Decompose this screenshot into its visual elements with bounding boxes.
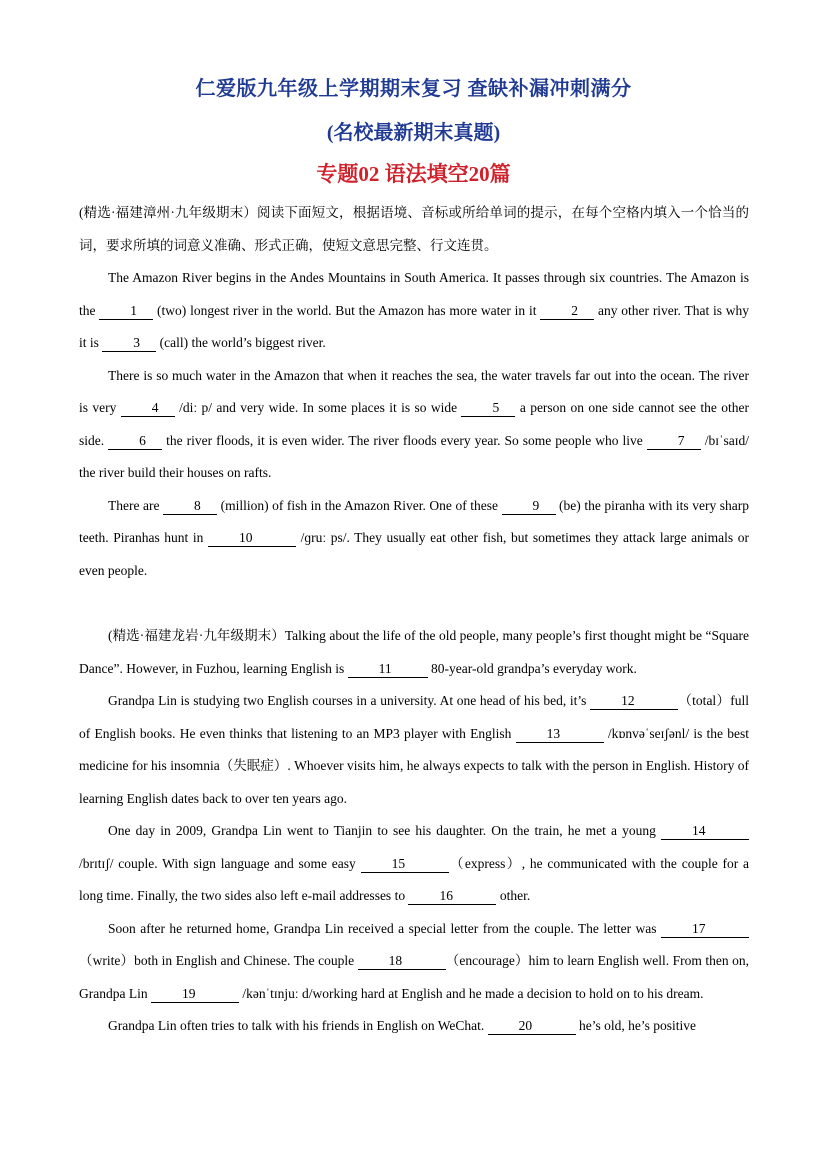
passage2-paragraph-5: Grandpa Lin often tries to talk with his friends in English on WeChat. 20 he’s old, he’s positive — [108, 1018, 696, 1033]
blank-8[interactable]: 8 — [163, 498, 217, 515]
blank-18[interactable]: 18 — [358, 953, 446, 970]
passage2-paragraph-1: (精选·福建龙岩·九年级期末）Talking about the life of the old people, many people’s first thought might be “Square Dance”. However, in Fuzhou, learning English is 11 80-year-old grandpa’s everyday work. — [79, 628, 749, 676]
blank-14[interactable]: 14 — [661, 823, 749, 840]
passage1-paragraph-3: There are 8 (million) of fish in the Amazon River. One of these 9 (be) the piranha with its very sharp teeth. Piranhas hunt in 10 /ɡruː ps/. They usually eat other fish, but sometimes they attack large animals or even people. — [79, 497, 750, 578]
blank-4[interactable]: 4 — [121, 400, 175, 417]
blank-13[interactable]: 13 — [516, 726, 604, 743]
blank-17[interactable]: 17 — [661, 921, 749, 938]
blank-20[interactable]: 20 — [488, 1018, 576, 1035]
blank-5[interactable]: 5 — [461, 400, 515, 417]
blank-19[interactable]: 19 — [151, 986, 239, 1003]
document-body — [79, 197, 749, 1043]
passage-separator — [79, 587, 749, 620]
blank-7[interactable]: 7 — [647, 433, 701, 450]
blank-12[interactable]: 12 — [590, 693, 678, 710]
passage1-paragraph-2: There is so much water in the Amazon that when it reaches the sea, the water travels far out into the ocean. The river is very 4 /diː p/ and very wide. In some places it is so wide 5 a person on one side cannot see the other side. 6 the river floods, it is even wider. The river floods every year. So some people who live 7 /bɪˈsaɪd/ the river build their houses on rafts. — [79, 367, 749, 480]
passage2-paragraph-2: Grandpa Lin is studying two English courses in a university. At one head of his bed, it’s 12 （total）full of English books. He even thinks that listening to an MP3 player with English 13 /kɒnvəˈseɪʃənl/ is the best medicine for his insomnia（失眠症）. Whoever visits him, he always expects to talk with the person in English. History of learning English dates back to over ten years ago. — [79, 693, 750, 806]
subtitle: (名校最新期末真题) — [326, 122, 501, 144]
blank-16[interactable]: 16 — [408, 888, 496, 905]
topic-title: 专题02 语法填空20篇 — [316, 162, 511, 186]
passage1-instructions: (精选·福建漳州·九年级期末）阅读下面短文，根据语境、音标或所给单词的提示，在每个空格内填入一个恰当的词，要求所填的词意义准确、形式正确，使短文意思完整、行文连贯。 — [79, 205, 749, 253]
passage1-paragraph-1: The Amazon River begins in the Andes Mountains in South America. It passes through six countries. The Amazon is the 1 (two) longest river in the world. But the Amazon has more water in it 2 any other river. That is why it is 3 (call) the world’s biggest river. — [79, 270, 750, 350]
blank-10[interactable]: 10 — [208, 530, 296, 547]
passage2-paragraph-4: Soon after he returned home, Grandpa Lin received a special letter from the couple. The letter was 17（write）both in English and Chinese. The couple 18 （encourage）him to learn English well. From then on, Grandpa Lin 19 /kənˈtɪnjuː d/working hard at English and he made a decision to hold on to his dream. — [79, 920, 749, 1001]
blank-2[interactable]: 2 — [540, 303, 594, 320]
passage2-paragraph-3: One day in 2009, Grandpa Lin went to Tianjin to see his daughter. On the train, he met a young 14 /brɪtɪʃ/ couple. With sign language and some easy 15 （express）, he communicated with the couple for a long time. Finally, the two sides also left e-mail addresses to 16 other. — [79, 823, 749, 903]
blank-3[interactable]: 3 — [102, 335, 156, 352]
blank-6[interactable]: 6 — [108, 433, 162, 450]
blank-1[interactable]: 1 — [99, 303, 153, 320]
blank-11[interactable]: 11 — [348, 661, 428, 678]
main-title: 仁爱版九年级上学期期末复习 查缺补漏冲刺满分 — [195, 78, 632, 100]
blank-15[interactable]: 15 — [361, 856, 449, 873]
blank-9[interactable]: 9 — [502, 498, 556, 515]
